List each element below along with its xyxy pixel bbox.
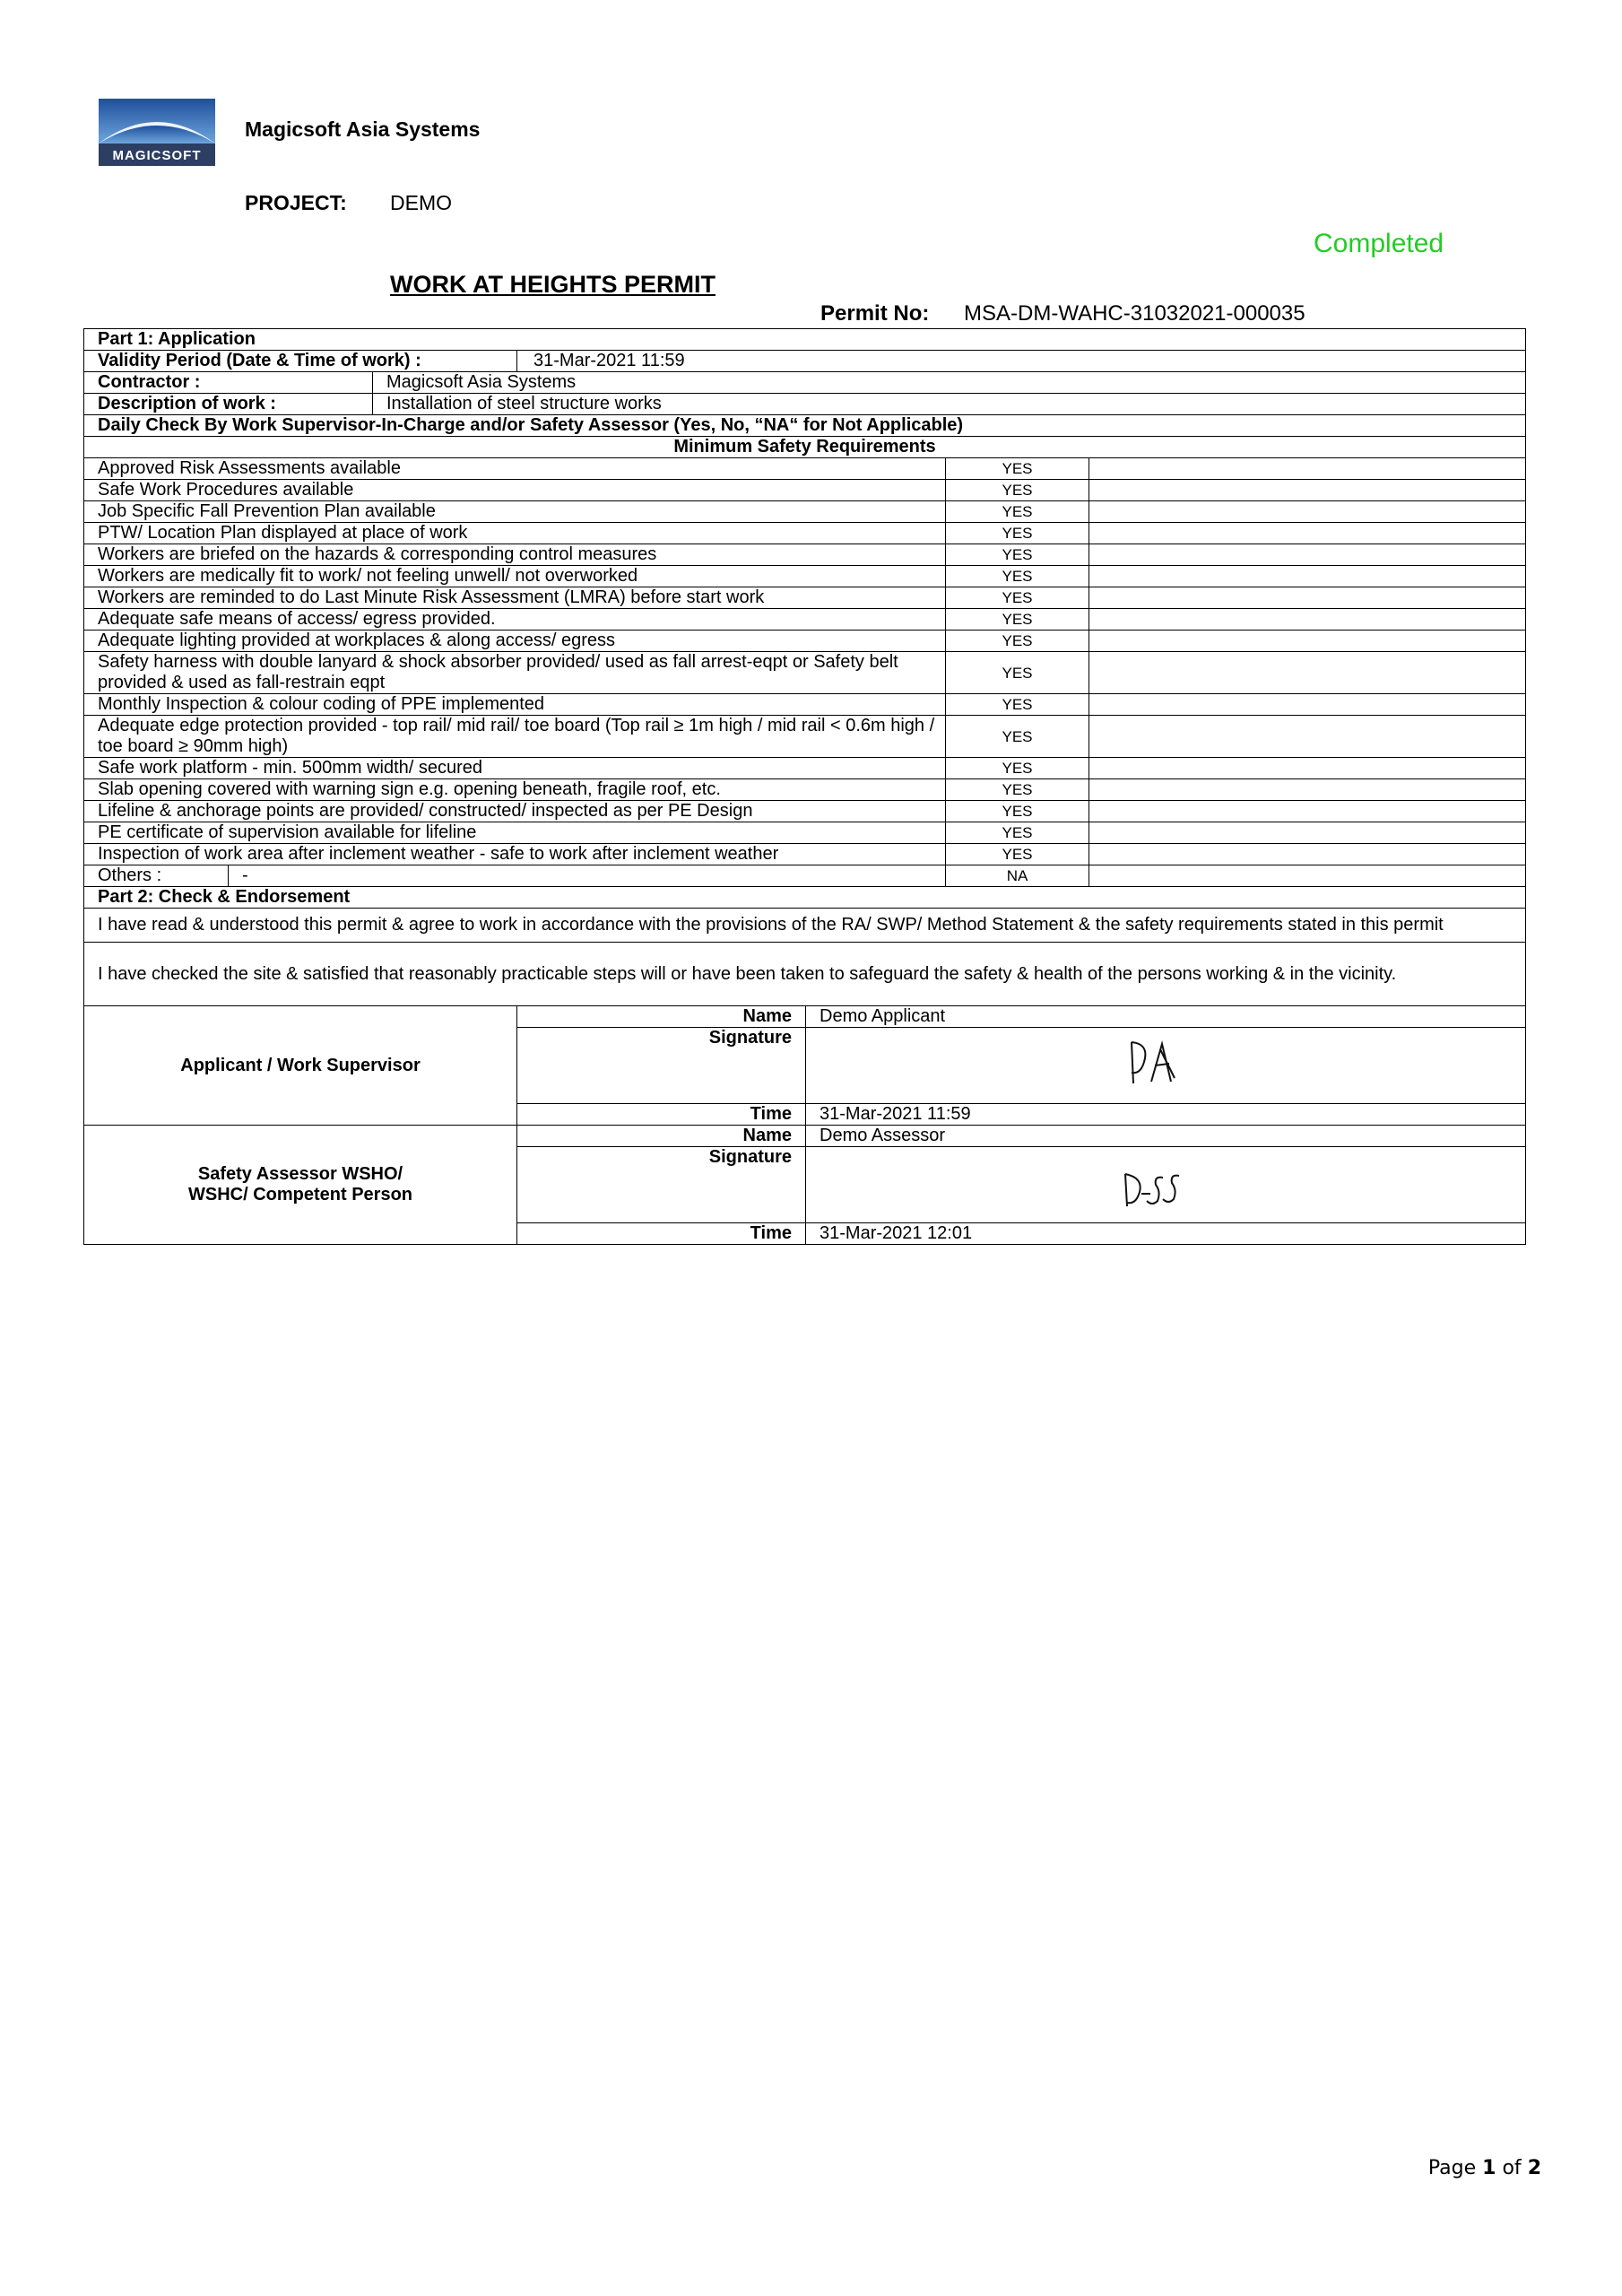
requirement-text: Adequate lighting provided at workplaces & along access/ egress	[84, 631, 946, 652]
statement-assessor: I have checked the site & satisfied that reasonably practicable steps will or have been taken to safeguard the safety & health of the persons working & in the vicinity.	[84, 943, 1526, 1006]
requirement-remarks	[1089, 458, 1526, 480]
page-footer	[1428, 2157, 1541, 2179]
page-total: 2	[1527, 2157, 1541, 2179]
magicsoft-logo	[99, 99, 215, 166]
requirement-row	[84, 480, 1526, 501]
company-name: Magicsoft Asia Systems	[245, 117, 481, 141]
requirement-row	[84, 844, 1526, 865]
contractor-label: Contractor :	[84, 372, 373, 394]
requirement-row	[84, 822, 1526, 844]
daily-check-heading: Daily Check By Work Supervisor-In-Charge and/or Safety Assessor (Yes, No, “NA“ for Not Applicable)	[84, 415, 1526, 437]
requirement-remarks	[1089, 694, 1526, 716]
requirement-remarks	[1089, 801, 1526, 822]
permit-no-label: Permit No:	[820, 301, 930, 326]
requirement-status: YES	[946, 544, 1089, 566]
requirement-remarks	[1089, 631, 1526, 652]
part2-heading: Part 2: Check & Endorsement	[84, 887, 1526, 909]
requirement-text: Job Specific Fall Prevention Plan available	[84, 501, 946, 523]
min-safety-heading: Minimum Safety Requirements	[84, 437, 1526, 458]
requirement-status: YES	[946, 501, 1089, 523]
requirement-text: Slab opening covered with warning sign e.g. opening beneath, fragile roof, etc.	[84, 779, 946, 801]
requirements-list	[84, 458, 1526, 865]
requirement-row	[84, 779, 1526, 801]
permit-no-value: MSA-DM-WAHC-31032021-000035	[964, 301, 1305, 326]
requirement-row	[84, 758, 1526, 779]
validity-label: Validity Period (Date & Time of work) :	[84, 351, 517, 372]
contractor-value: Magicsoft Asia Systems	[373, 372, 1526, 394]
requirement-remarks	[1089, 822, 1526, 844]
requirement-remarks	[1089, 501, 1526, 523]
others-value: -	[229, 865, 946, 887]
requirement-row	[84, 544, 1526, 566]
requirement-row	[84, 501, 1526, 523]
requirement-row	[84, 801, 1526, 822]
assessor-signature-image	[1120, 1165, 1192, 1214]
project-value: DEMO	[390, 191, 452, 214]
assessor-time: 31-Mar-2021 12:01	[806, 1223, 1526, 1245]
page-number: 1	[1482, 2157, 1496, 2179]
requirement-status: YES	[946, 758, 1089, 779]
requirement-text: Adequate edge protection provided - top rail/ mid rail/ toe board (Top rail ≥ 1m high / mid rail < 0.6m high / toe board ≥ 90mm high)	[84, 716, 946, 758]
requirement-status: YES	[946, 609, 1089, 631]
requirement-text: Workers are briefed on the hazards & corresponding control measures	[84, 544, 946, 566]
assessor-role-line2: WSHC/ Competent Person	[187, 1185, 413, 1205]
requirement-text: PTW/ Location Plan displayed at place of work	[84, 523, 946, 544]
requirement-text: Inspection of work area after inclement weather - safe to work after inclement weather	[84, 844, 946, 865]
description-label: Description of work :	[84, 394, 373, 415]
requirement-status: YES	[946, 523, 1089, 544]
permit-form	[83, 328, 1525, 1245]
requirement-row	[84, 652, 1526, 694]
status-label: Completed	[1314, 229, 1444, 258]
requirement-remarks	[1089, 716, 1526, 758]
applicant-signature-label: Signature	[517, 1028, 806, 1104]
requirement-row	[84, 587, 1526, 609]
assessor-name-label: Name	[517, 1126, 806, 1147]
applicant-signature	[806, 1028, 1526, 1104]
requirement-status: YES	[946, 480, 1089, 501]
requirement-status: YES	[946, 844, 1089, 865]
requirement-status: YES	[946, 458, 1089, 480]
requirement-remarks	[1089, 609, 1526, 631]
requirement-status: YES	[946, 631, 1089, 652]
validity-value: 31-Mar-2021 11:59	[517, 351, 1526, 372]
assessor-signature-label: Signature	[517, 1147, 806, 1223]
applicant-signature-image	[1124, 1037, 1187, 1091]
requirement-remarks	[1089, 779, 1526, 801]
requirement-row	[84, 523, 1526, 544]
requirement-row	[84, 609, 1526, 631]
requirement-text: PE certificate of supervision available for lifeline	[84, 822, 946, 844]
assessor-role	[84, 1126, 517, 1245]
requirement-remarks	[1089, 523, 1526, 544]
requirement-status: YES	[946, 801, 1089, 822]
requirement-status: YES	[946, 587, 1089, 609]
page-word: Page	[1427, 2157, 1477, 2179]
assessor-name: Demo Assessor	[806, 1126, 1526, 1147]
requirement-status: YES	[946, 694, 1089, 716]
logo-text: MAGICSOFT	[112, 148, 202, 163]
requirement-row	[84, 631, 1526, 652]
assessor-signature	[806, 1147, 1526, 1223]
requirement-status: YES	[946, 779, 1089, 801]
document-title: WORK AT HEIGHTS PERMIT	[390, 271, 716, 298]
requirement-text: Safe Work Procedures available	[84, 480, 946, 501]
applicant-role: Applicant / Work Supervisor	[84, 1006, 517, 1126]
requirement-text: Workers are reminded to do Last Minute Risk Assessment (LMRA) before start work	[84, 587, 946, 609]
requirement-text: Monthly Inspection & colour coding of PPE implemented	[84, 694, 946, 716]
requirement-status: YES	[946, 652, 1089, 694]
requirement-text: Approved Risk Assessments available	[84, 458, 946, 480]
requirement-row	[84, 716, 1526, 758]
requirement-remarks	[1089, 480, 1526, 501]
requirement-remarks	[1089, 587, 1526, 609]
description-value: Installation of steel structure works	[373, 394, 1526, 415]
project-label: PROJECT:	[245, 191, 347, 214]
requirement-remarks	[1089, 758, 1526, 779]
requirement-row	[84, 458, 1526, 480]
requirement-text: Adequate safe means of access/ egress provided.	[84, 609, 946, 631]
requirement-remarks	[1089, 844, 1526, 865]
requirement-text: Workers are medically fit to work/ not feeling unwell/ not overworked	[84, 566, 946, 587]
of-word: of	[1502, 2157, 1522, 2179]
others-status: NA	[946, 865, 1089, 887]
requirement-status: YES	[946, 822, 1089, 844]
requirement-text: Safety harness with double lanyard & shock absorber provided/ used as fall arrest-eqpt or Safety belt provided & used as fall-restrain eqpt	[84, 652, 946, 694]
others-label: Others :	[84, 865, 229, 887]
requirement-text: Safe work platform - min. 500mm width/ secured	[84, 758, 946, 779]
applicant-time-label: Time	[517, 1104, 806, 1126]
assessor-role-line1: Safety Assessor WSHO/	[197, 1164, 403, 1184]
applicant-time: 31-Mar-2021 11:59	[806, 1104, 1526, 1126]
assessor-time-label: Time	[517, 1223, 806, 1245]
requirement-status: YES	[946, 716, 1089, 758]
requirement-remarks	[1089, 652, 1526, 694]
permit-table	[83, 328, 1526, 1245]
others-remarks	[1089, 865, 1526, 887]
requirement-row	[84, 694, 1526, 716]
requirement-remarks	[1089, 544, 1526, 566]
requirement-row	[84, 566, 1526, 587]
requirement-remarks	[1089, 566, 1526, 587]
requirement-text: Lifeline & anchorage points are provided/ constructed/ inspected as per PE Design	[84, 801, 946, 822]
requirement-status: YES	[946, 566, 1089, 587]
part1-heading: Part 1: Application	[84, 329, 1526, 351]
applicant-name-label: Name	[517, 1006, 806, 1028]
statement-applicant: I have read & understood this permit & agree to work in accordance with the provisions of the RA/ SWP/ Method Statement & the safety requirements stated in this permit	[84, 909, 1526, 943]
applicant-name: Demo Applicant	[806, 1006, 1526, 1028]
